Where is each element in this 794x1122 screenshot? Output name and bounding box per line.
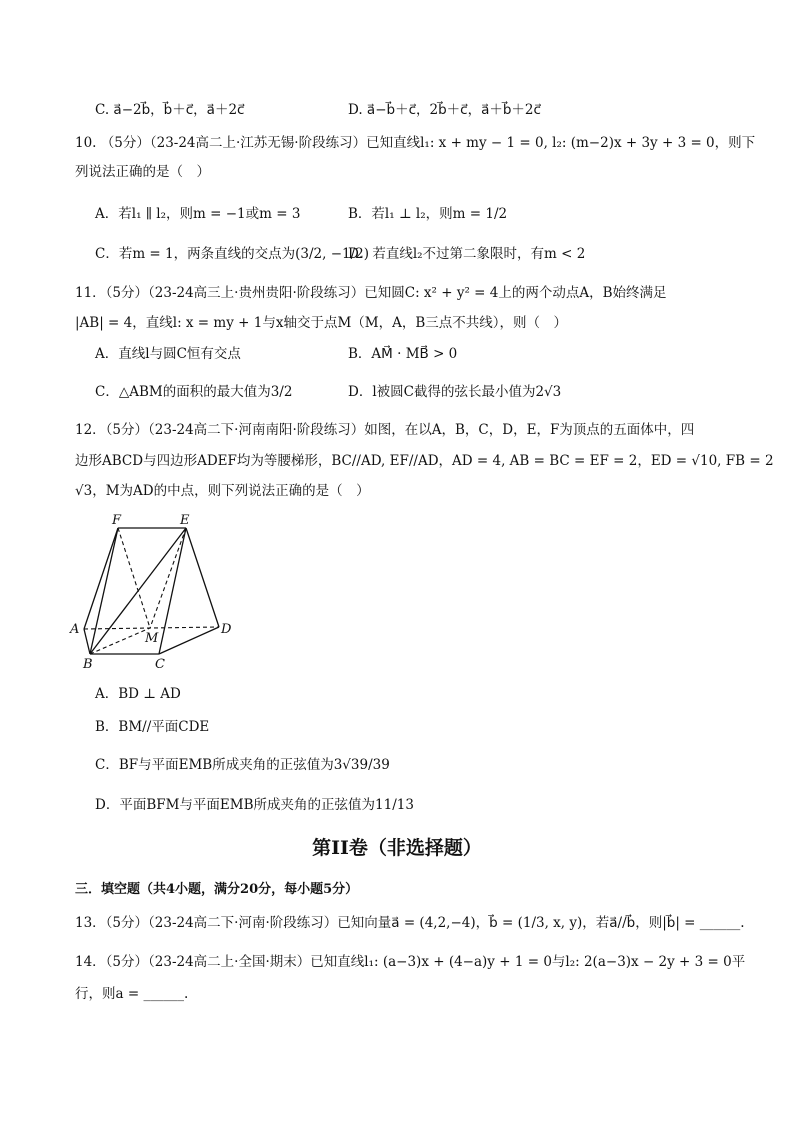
q10-options-row2 [95, 245, 755, 263]
pentahedron-figure [68, 512, 248, 672]
q10-option-a: A．若l₁ ∥ l₂，则m = −1或m = 3 [95, 206, 301, 222]
label-c: C [155, 657, 165, 672]
label-d: D [221, 622, 232, 637]
label-a: A [70, 622, 80, 637]
label-m: M [145, 631, 159, 646]
edge-ad-hidden [84, 627, 219, 629]
q12-stem-line1: 12．（5分）（23-24高二下·河南南阳·阶段练习）如图，在以A，B，C，D，E，F为顶点的五面体中，四 [75, 422, 695, 438]
q10-options-row1 [95, 205, 755, 223]
q10-option-b: B．若l₁ ⊥ l₂，则m = 1/2 [348, 206, 508, 222]
edge-fm-hidden [118, 528, 150, 628]
label-f: F [112, 513, 122, 528]
q11-option-a: A．直线l与圆C恒有交点 [95, 346, 241, 362]
q11-option-d: D．l被圆C截得的弦长最小值为2√3 [348, 384, 562, 400]
edge-cd [159, 627, 219, 654]
edge-ab [84, 629, 90, 654]
q10-option-d: D．若直线l₂不过第二象限时，有m < 2 [348, 246, 586, 262]
label-e: E [180, 513, 190, 528]
q14-stem-line1: 14．（5分）（23-24高二上·全国·期末）已知直线l₁: (a−3)x + (4−a)y + 1 = 0与l₂: 2(a−3)x − 2y + 3 = 0平 [75, 954, 746, 970]
q12-stem-line2: 边形ABCD与四边形ADEF均为等腰梯形，BC//AD, EF//AD，AD = 4, AB = BC = EF = 2，ED = √10, FB = 2 [75, 453, 774, 469]
q12-option-d: D．平面BFM与平面EMB所成夹角的正弦值为11/13 [95, 797, 414, 813]
q11-option-b: B．AM⃗ · MB⃗ > 0 [348, 346, 458, 362]
q10-option-c: C．若m = 1，两条直线的交点为(3/2, −1/2) [95, 246, 369, 262]
edge-bm-hidden [90, 628, 150, 654]
q11-option-c: C．△ABM的面积的最大值为3/2 [95, 384, 293, 400]
q13-stem: 13．（5分）（23-24高二下·河南·阶段练习）已知向量a⃗ = (4,2,−4)，b⃗ = (1/3, x, y)，若a⃗//b⃗，则|b⃗| = ______. [75, 915, 745, 931]
q11-options-row2 [95, 383, 755, 401]
q11-stem-line2: |AB| = 4，直线l: x = my + 1与x轴交于点M（M，A，B三点不共线），则（ ） [75, 315, 568, 331]
label-b: B [83, 657, 93, 672]
q11-options-row1 [95, 345, 755, 363]
q9-options-row [95, 101, 755, 119]
q10-stem-line1: 10. （5分）（23-24高二上·江苏无锡·阶段练习）已知直线l₁: x + my − 1 = 0, l₂: (m−2)x + 3y + 3 = 0，则下 [75, 135, 756, 151]
q9-option-c: C. a⃗−2b⃗，b⃗＋c⃗，a⃗＋2c⃗ [95, 102, 245, 118]
q12-option-c: C．BF与平面EMB所成夹角的正弦值为3√39/39 [95, 757, 390, 773]
section-title: 第II卷（非选择题） [312, 837, 482, 859]
q9-option-d: D. a⃗−b⃗＋c⃗，2b⃗＋c⃗，a⃗＋b⃗＋2c⃗ [348, 102, 541, 118]
q12-option-a: A．BD ⊥ AD [95, 686, 181, 702]
section-heading: 三．填空题（共4小题，满分20分，每小题5分） [75, 882, 359, 897]
edge-ed [186, 528, 219, 627]
q14-stem-line2: 行，则a = ______. [75, 986, 189, 1002]
q12-stem-line3: √3，M为AD的中点，则下列说法正确的是（ ） [75, 483, 370, 499]
edge-ec [159, 528, 186, 654]
q11-stem-line1: 11．（5分）（23-24高三上·贵州贵阳·阶段练习）已知圆C: x² + y² = 4上的两个动点A，B始终满足 [75, 285, 667, 301]
q12-option-b: B．BM//平面CDE [95, 719, 210, 735]
q10-stem-line2: 列说法正确的是（ ） [75, 164, 210, 180]
edge-fa [84, 528, 118, 629]
